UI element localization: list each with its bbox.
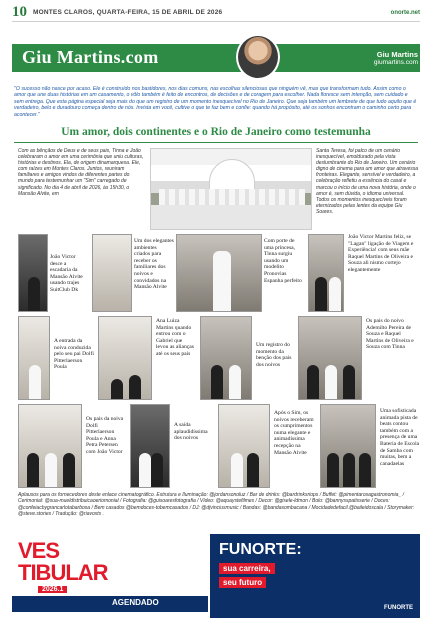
ad-vestibular-agendado: AGENDADO: [112, 598, 159, 607]
photo-ring-bearers: [98, 316, 152, 400]
ad-funorte-title: FUNORTE:: [219, 541, 302, 558]
article-headline: Um amor, dois continentes e o Rio de Janeiro como testemunha: [61, 126, 371, 138]
column-logo: Giu Martins.com: [22, 47, 159, 67]
headline-rule: [14, 142, 418, 143]
caption-groom-parents: Os pais do noivo Ademilto Pereira de Souza e Raquel Martins de Oliveira e Souza com Tinna: [366, 318, 414, 351]
column-banner: [12, 44, 420, 72]
article-text-right: Santa Teresa, foi palco de um cenário inesquecível, emoldurado pela vista deslumbrante do Rio de Janeiro. Um cenário digno de cinema para um amor que atravessa fronteiras. Elegante, sensível e verdadeiro, a celebração refletiu a essência do casal e marcou o início de uma nova história, onde o amor é, sem dúvida, o idioma universal. Todos os momentos inesquecíveis foram eternizados pelas lentes da equipe Giu Soares.: [316, 148, 419, 215]
photo-ambience: [92, 234, 132, 312]
photo-groom-mother: [308, 234, 344, 312]
ad-vestibular-year: 2026.1: [38, 586, 67, 593]
ad-vestibular[interactable]: [12, 534, 208, 618]
photo-reception: [218, 404, 270, 488]
caption-samba-band: Uma sofisticada animada pista de beats contou também com a presença de uma Bateria de Escola de Samba com muitas, bem a canadaelas: [380, 408, 420, 467]
caption-bride-entrance: A entrada da noiva conduzida pelo seu pai Dolfi Pitterlaerson Poula: [54, 338, 94, 371]
ad-funorte-logo: FUNORTE: [384, 605, 413, 611]
caption-couple-exit: A saída aplaudidíssima dos noivos: [174, 422, 208, 442]
caption-groom-stairs: João Victor desce a escadaria da Mansão Alvite usando trajes SuitClub Dk: [50, 254, 83, 293]
intro-quote: "O sucesso não nasce por acaso. Ele é construído nos bastidores, nos dias comuns, nas escolhas silenciosas que ninguém vê, mas que transformam tudo. Assim como o amor que une duas histórias em um casamento, o vôlo também é feito de encontros, de decisões e de coragem para escolher. Nada floresce sem intenção, sem cuidado e sem entrega. Que esta página especial seja mais do que um registro de um momento inesquecível no Rio de Janeiro. Que seja também um lembrete de que tudo aquilo que é verdadeiro, belo e duradouro começa dentro de nós. Invista em você, cultive o que te faz bem e confie: quando há propósito, até os sonhos encontram o caminho certo para acontecer.": [14, 86, 417, 118]
page-number: 10: [12, 4, 27, 20]
ad-vestibular-bar: [12, 596, 208, 612]
article-text-left: Com as bênçãos de Deus e de seus pais, Tinna e João celebraram o amor em uma cerimônia que uniu culturas, histórias e destinos. Ela, de origem dinamarquesa. Ele, com raízes em Montes Claros. Juntos, reuniram familiares e amigos vindos de diferentes partes do mundo para testemunhar um "Sim" carregado de significado. No dia 4 de abril de 2026, às 15h30, o Mansão Alvite, em: [18, 148, 144, 197]
photo-couple-exit: [130, 404, 170, 488]
photo-bride-parents: [18, 404, 82, 488]
caption-groom-mother: João Victor Martins feliz, se "Lagan" ligação de Viagem e Experiência! com seus mãe Raquel Martins de Oliveira e Souza ali nismo cortejo elegantemente: [348, 234, 414, 273]
caption-bride: Com porte de uma princesa, Tinna surgiu usando um modelito Pronovias Espanha perfeito: [264, 238, 302, 284]
ad-funorte-line1: sua carreira,: [219, 563, 275, 574]
caption-ring-bearers: Ana Luiza Martins quando entrou com o Gabriel que levou as alianças até os seus pais: [156, 318, 194, 357]
author-site[interactable]: giumartins.com: [373, 59, 418, 66]
caption-bride-parents: Os pais da noiva Dolfi Pitterlaerson Poula e Anna Petra Petersen com João Victor: [86, 416, 124, 455]
caption-reception: Após o Sim, os noivos receberam os cumprimentos numa elegante e animadíssima recepção na Mansão Alvite: [274, 410, 314, 456]
author-name: Giu Martins: [376, 50, 418, 59]
vendor-credits: Aplausos para os fornecedores deste enlace cinematográfico. Estrutura e Iluminação: @jordansonoluz / Bar de drinks: @bardrinksriops / Buffet: @pimentarosagastronomia_ / Cerimonial: @sua-mueldistribuicaoeriomonial / Fotografia: @guisoaresfotografia / Vídeo: @aquaystefilmes / Decor: @gisele-ldmon / Bolo: @bannysspatisserie / Doces: @confeiacbygrancarlotabarbosa / Bem casados @bemdoces-tobemcasados / DJ: @djvinciusmusic / Bandas: @bandasombacana / Mocidadedefacil.@baileidoscala / Storymaker: @steve.stories / Tradução: @riavoxts .: [18, 492, 415, 518]
author-block: [374, 50, 418, 66]
caption-blessing: Um registro do momento da benção dos pais dos noivos: [256, 342, 292, 368]
ad-vestibular-line1: VES: [18, 538, 60, 563]
ad-funorte[interactable]: [210, 534, 420, 618]
flower-arrangement: [159, 189, 305, 205]
photo-samba-band: [320, 404, 376, 488]
photo-blessing: [200, 316, 252, 400]
venue-photo: [150, 148, 312, 230]
ad-vestibular-line2: TIBULAR: [18, 560, 108, 585]
photo-bride: [176, 234, 262, 312]
photo-groom-parents: [298, 316, 362, 400]
site-link[interactable]: onorte.net: [390, 9, 420, 16]
date-line: MONTES CLAROS, QUARTA-FEIRA, 15 DE ABRIL DE 2026: [33, 9, 223, 16]
page-header: [12, 4, 420, 22]
photo-bride-entrance: [18, 316, 50, 400]
photo-groom-stairs: [18, 234, 48, 312]
ad-funorte-line2: seu futuro: [219, 577, 266, 588]
caption-ambience: Um dos elegantes ambientes criados para receber os familiares dos noivos e convidados na Mansão Alvite: [134, 238, 174, 291]
author-avatar: [236, 34, 280, 80]
